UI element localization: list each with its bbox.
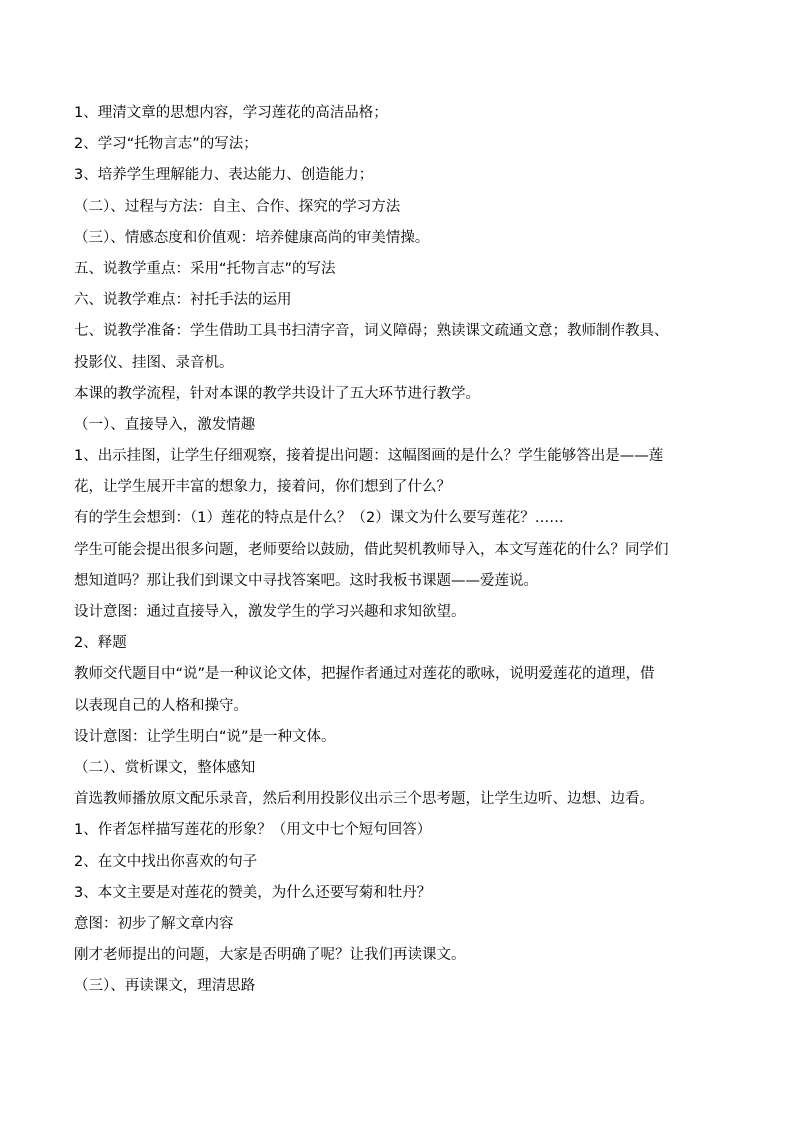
text-line-3: 3、培养学生理解能力、表达能力、创造能力；	[74, 167, 374, 184]
text-line-17: 设计意图：通过直接导入，激发学生的学习兴趣和求知欲望。	[74, 604, 466, 620]
text-line-22: （二）、赏析课文，整体感知	[74, 759, 256, 776]
text-line-1: 1、理清文章的思想内容，学习莲花的高洁品格；	[74, 105, 388, 121]
text-line-23: 首选教师播放原文配乐录音，然后利用投影仪出示三个思考题，让学生边听、边想、边看。	[74, 791, 654, 808]
text-line-26: 3、本文主要是对莲花的赞美，为什么还要写菊和牡丹？	[74, 884, 432, 901]
text-line-25: 2、在文中找出你喜欢的句子	[74, 853, 258, 870]
text-line-5: （三）、情感态度和价值观：培养健康高尚的审美情操。	[74, 229, 430, 246]
text-line-15: 学生可能会提出很多问题，老师要给以鼓励，借此契机教师导入，本文写莲花的什么？同学们	[74, 541, 669, 558]
text-line-13: 花，让学生展开丰富的想象力，接着问，你们想到了什么？	[74, 479, 451, 496]
text-line-16: 想知道吗？那让我们到课文中寻找答案吧。这时我板书课题——爱莲说。	[74, 572, 538, 589]
text-line-4: （二）、过程与方法：自主、合作、探究的学习方法	[74, 198, 401, 215]
text-line-29: （三）、再读课文，理清思路	[74, 978, 256, 995]
text-line-9: 投影仪、挂图、录音机。	[74, 354, 234, 371]
text-line-24: 1、作者怎样描写莲花的形象？（用文中七个短句回答）	[74, 822, 432, 839]
text-line-2: 2、学习“托物言志”的写法；	[74, 136, 258, 153]
text-line-21: 设计意图：让学生明白“说”是一种文体。	[74, 728, 336, 745]
text-line-20: 以表现自己的人格和操守。	[74, 697, 248, 714]
text-line-18: 2、释题	[74, 635, 127, 652]
text-line-8: 七、说教学准备：学生借助工具书扫清字音，词义障碍；熟读课文疏通文意；教师制作教具、	[74, 323, 669, 340]
text-line-28: 刚才老师提出的问题，大家是否明确了呢？让我们再读课文。	[74, 947, 466, 964]
text-line-14: 有的学生会想到：（1）莲花的特点是什么？（2）课文为什么要写莲花？……	[74, 510, 564, 527]
text-line-7: 六、说教学难点：衬托手法的运用	[74, 292, 292, 309]
text-line-11: （一）、直接导入，激发情趣	[74, 416, 256, 433]
text-line-12: 1、出示挂图，让学生仔细观察，接着提出问题：这幅图画的是什么？学生能够答出是——莲	[74, 448, 664, 465]
text-line-6: 五、说教学重点：采用“托物言志”的写法	[74, 260, 336, 277]
text-line-10: 本课的教学流程，针对本课的教学共设计了五大环节进行教学。	[74, 385, 480, 402]
text-line-19: 教师交代题目中“说”是一种议论文体，把握作者通过对莲花的歌咏，说明爱莲花的道理，借	[74, 666, 655, 683]
text-line-27: 意图：初步了解文章内容	[74, 915, 234, 932]
